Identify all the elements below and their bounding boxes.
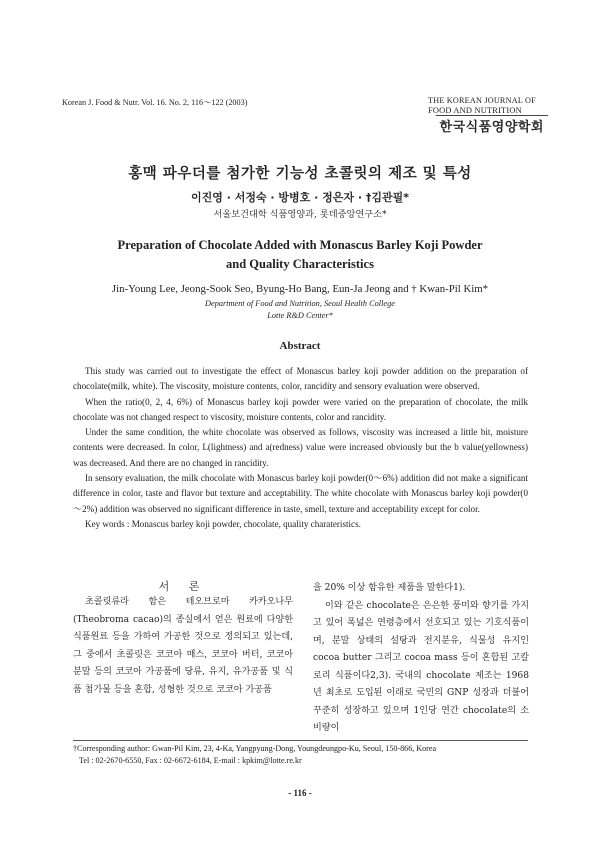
title-korean: 홍맥 파우더를 첨가한 기능성 초콜릿의 제조 및 특성 bbox=[128, 166, 472, 182]
abstract-body bbox=[73, 364, 528, 532]
abstract-paragraph-1: This study was carried out to investigate the effect of Monascus barley koji powder addition on the preparation of chocolate(milk, white). The viscosity, moisture contents, color, rancidity and sensory evaluation were observed. bbox=[73, 366, 528, 392]
title-english bbox=[0, 236, 600, 274]
abstract-paragraph-4: In sensory evaluation, the milk chocolate with Monascus barley koji powder(0～6%) addition did not make a significant difference in color, taste and flavor but texture and acceptability. The white chocolate with Monascus barley koji powder(0～2%) addition was observed no significant difference in taste, smell, texture and acceptability except for color. bbox=[73, 473, 528, 514]
page-number: - 116 - bbox=[288, 788, 312, 798]
journal-citation: Korean J. Food & Nutr. Vol. 16. No. 2, 116～122 (2003) bbox=[62, 98, 248, 107]
title-english-line1: Preparation of Chocolate Added with Monascus Barley Koji Powder bbox=[117, 238, 483, 252]
journal-name-ko: 한국식품영양학회 bbox=[439, 120, 544, 135]
right-column-paragraph-1: 을 20% 이상 함유한 제품을 말한다1). bbox=[313, 583, 466, 593]
journal-name-en bbox=[428, 96, 548, 115]
footnote-line1: †Corresponding author: Gwan-Pil Kim, 23, 4-Ka, Yangpyung-Dong, Youngdeungpo-Ku, Seoul, 150-866, Korea bbox=[73, 744, 437, 753]
left-column-paragraph: 초콜릿류라 함은 테오브로마 카카오나무(Theobroma cacao)의 종실에서 얻은 원료에 다양한 식품원료 등을 가하여 가공한 것으로 정의되고 있는데, 그 중에서 초콜릿은 코코아 매스, 코코아 버터, 코코아 분말 등의 코코아 가공품에 당류, 유지, 유가공품 및 식품 첨가물 등을 혼합, 성형한 것으로 코코아 가공품 bbox=[73, 597, 293, 695]
footnote bbox=[73, 743, 528, 767]
section-heading-introduction: 서 론 bbox=[158, 580, 208, 593]
authors-korean: 이진영 · 서정숙 · 방병호 · 정은자 · †김관필* bbox=[191, 191, 409, 204]
abstract-paragraph-3: Under the same condition, the white chocolate was observed as follows, viscosity was increased a little bit, moisture contents were decreased. In color, L(lightness) and a(redness) value were increased obviously but the b value(yellowness) was decreased. And there are no changed in rancidity. bbox=[73, 427, 528, 468]
footnote-line2: Tel : 02-2670-6550, Fax : 02-6672-6184, E-mail : kpkim@lotte.re.kr bbox=[79, 756, 302, 765]
affiliation-korean: 서울보건대학 식품영양과, 롯데중앙연구소* bbox=[213, 209, 387, 220]
authors-english: Jin-Young Lee, Jeong-Sook Seo, Byung-Ho Bang, Eun-Ja Jeong and † Kwan-Pil Kim* bbox=[111, 283, 489, 295]
affiliation-english-line2: Lotte R&D Center* bbox=[267, 311, 333, 320]
title-english-line2: and Quality Characteristics bbox=[226, 257, 374, 271]
keywords: Key words : Monascus barley koji powder, chocolate, quality charateristics. bbox=[85, 518, 361, 529]
right-column-paragraph-2: 이와 같은 chocolate은 은은한 풍미와 향기를 가지고 있어 폭넓은 연령층에서 선호되고 있는 기호식품이며, 분말 상태의 설탕과 전지분유, 식물성 유지인 cocoa butter 그리고 cocoa mass 등이 혼합된 고칼로리 식품이다2,3). 국내의 chocolate 제조는 1968년 최초로 도입된 이래로 국민의 GNP 성장과 더불어 꾸준히 성장하고 있으며 1인당 연간 chocolate의 소비량이 bbox=[313, 600, 529, 733]
abstract-heading: Abstract bbox=[279, 340, 321, 352]
right-column bbox=[313, 580, 529, 738]
affiliation-english bbox=[0, 298, 600, 322]
footnote-rule bbox=[73, 740, 528, 741]
abstract-paragraph-2: When the ratio(0, 2, 4, 6%) of Monascus barley koji powder were varied on the preparation of chocolate, the milk chocolate was not changed respect to viscosity, moisture contents, color and rancidity. bbox=[73, 396, 528, 422]
left-column bbox=[73, 594, 293, 699]
affiliation-english-line1: Department of Food and Nutrition, Seoul Health College bbox=[205, 299, 395, 308]
journal-name-en-line2: FOOD AND NUTRITION bbox=[428, 105, 522, 115]
journal-name-en-line1: THE KOREAN JOURNAL OF bbox=[428, 96, 536, 105]
